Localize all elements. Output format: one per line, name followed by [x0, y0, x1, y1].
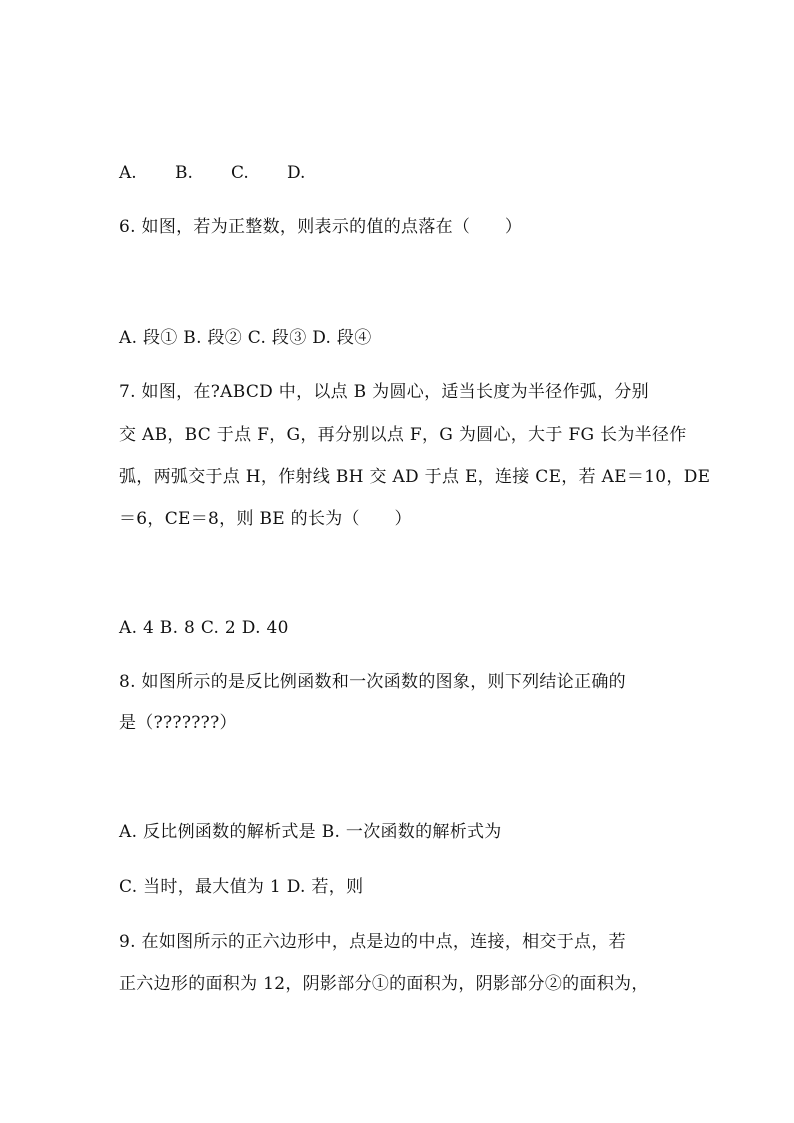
q7-stem-line-2: 交 AB，BC 于点 F，G，再分别以点 F，G 为圆心，大于 FG 长为半径作 — [119, 425, 687, 445]
q5-option-c: C. — [231, 163, 249, 183]
q5-option-d: D. — [287, 163, 306, 183]
q5-options — [119, 161, 343, 185]
q8-stem-line-1: 8. 如图所示的是反比例函数和一次函数的图象，则下列结论正确的 — [119, 672, 626, 692]
q5-option-b: B. — [175, 163, 193, 183]
q6-options: A. 段① B. 段② C. 段③ D. 段④ — [119, 328, 372, 348]
q7-stem-line-4: ＝6，CE＝8，则 BE 的长为（ ） — [119, 509, 412, 529]
q9-stem-line-2: 正六边形的面积为 12，阴影部分①的面积为，阴影部分②的面积为， — [119, 974, 649, 994]
q8-options-line-2: C. 当时，最大值为 1 D. 若，则 — [119, 877, 364, 897]
q9-stem-line-1: 9. 在如图所示的正六边形中，点是边的中点，连接，相交于点，若 — [119, 932, 626, 952]
q5-option-a: A. — [119, 163, 137, 183]
q6-stem: 6. 如图，若为正整数，则表示的值的点落在（ ） — [119, 217, 523, 237]
q8-options-line-1: A. 反比例函数的解析式是 B. 一次函数的解析式为 — [119, 822, 502, 842]
q7-stem-line-3: 弧，两弧交于点 H，作射线 BH 交 AD 于点 E，连接 CE，若 AE＝10，DE — [119, 467, 711, 487]
q7-stem-line-1: 7. 如图，在?ABCD 中，以点 B 为圆心，适当长度为半径作弧，分别 — [119, 382, 649, 402]
q8-stem-line-2: 是（???????） — [119, 713, 237, 733]
q7-options: A. 4 B. 8 C. 2 D. 40 — [119, 618, 289, 638]
